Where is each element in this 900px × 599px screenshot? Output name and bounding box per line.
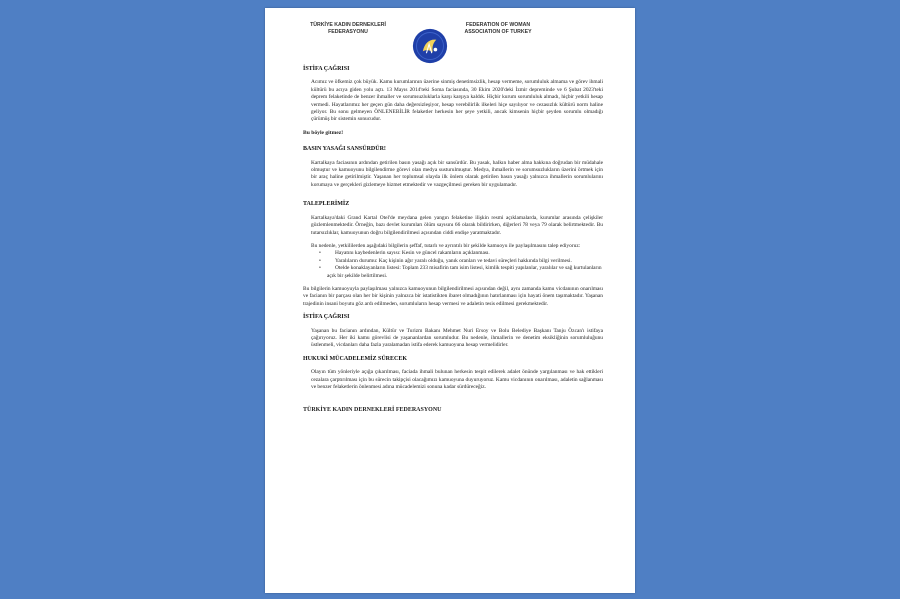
paragraph: Kartalkaya'daki Grand Kartal Otel'de meydana gelen yangın felaketine ilişkin resmi açıklamalarda, kurumlar arasında çelişkiler gözlemlenmektedir. Örneğin, bazı devlet kurumları ölüm sayısını 66 olarak bildirirken, diğerleri 78 veya 79 olarak belirtmektedir. Bu tutarsızlıklar, kamuoyunun doğru bilgilendirilmesi açısından ciddi endişe yaratmaktadır. (311, 214, 603, 236)
paragraph: Bu bilgilerin kamuoyuyla paylaşılması yalnızca kamuoyunun bilgilendirilmesi açısından değil, aynı zamanda kamu vicdanının onarılması ve facianın bir parçası olan her bir kişinin yalnızca bir istatistikten ibaret olmadığının hatırlanması için hayati önem taşımaktadır. Yaşanan trajedinin insani boyutu göz ardı edilmeden, sorumluların hesap vermesi ve adaletin tesis edilmesi gerekmektedir. (303, 285, 603, 307)
signature-organization: TÜRKİYE KADIN DERNEKLERİ FEDERASYONU (303, 407, 442, 414)
section-heading: TALEPLERİMİZ (303, 201, 350, 208)
org-name-english-line1: FEDERATION OF WOMAN (465, 22, 531, 28)
demand-list (311, 250, 603, 280)
org-name-english (453, 22, 543, 35)
slogan: Bu böyle gitmez! (303, 129, 344, 136)
document-body (303, 66, 603, 415)
section-heading: İSTİFA ÇAĞRISI (303, 66, 350, 72)
section-heading: İSTİFA ÇAĞRISI (303, 314, 350, 321)
paragraph: Yaşanan bu facianın ardından, Kültür ve Turizm Bakanı Mehmet Nuri Ersoy ve Bolu Belediye Başkanı Tanju Özcan'ı istifaya çağırıyoruz. Her iki kamu görevlisi de yaşananlardan sorumludur. Bu nedenle, ihmallerin ve denetim eksikliğinin sorumluluğunu üstlenmeli, vicdanları daha fazla yaralamadan istifa ederek kamuoyuna hesap vermelidirler. (311, 327, 603, 349)
document-page (265, 8, 635, 593)
section-heading: BASIN YASAĞI SANSÜRDÜR! (303, 146, 386, 153)
org-name-turkish-line1: TÜRKİYE KADIN DERNEKLERİ (310, 22, 386, 28)
org-name-english-line2: ASSOCIATION OF TURKEY (464, 28, 532, 35)
list-item: • Yaralıların durumu: Kaç kişinin ağır yaralı olduğu, yanık oranları ve tedavi süreçleri hakkında bilgi verilmesi. (327, 258, 603, 265)
paragraph: Kartalkaya faciasının ardından getirilen basın yasağı açık bir sansürdür. Bu yasak, halkın haber alma hakkına doğrudan bir müdahale olmuştur ve kamuoyunu bilgilendirme görevi olan medya susturulmuştur. Medya, ihmallerin ve sorumsuzlukların üzerini örtmek için bir araç haline getirilmiştir. Yaşanan her toplumsal olayda ilk önlem olarak getirilen basın yasağı yalnızca ihmallerin sorumlularını korumaya ve gerçekleri gizlemeye hizmet etmektedir ve vazgeçilmesi gereken bir uygulamadır. (311, 159, 603, 188)
paragraph: Acımız ve öfkemiz çok büyük. Kamu kurumlarının üzerine sinmiş denetimsizlik, hesap vermeme, sorumluluk almama ve görev ihmali kültürü bu acıya giden yolu açtı. 13 Mayıs 2014'teki Soma faciasında, 30 Ekim 2020'deki İzmir depreminde ve 6 Şubat 2023'teki deprem felaketinde de benzer ihmaller ve sorumsuzluklarla karşı karşıya kaldık. Hiçbir kurum sorumluluk almadı, hiçbir yetkili hesap vermedi. Hayatlarımız her geçen gün daha değersizleşiyor, hesap verebilirlik ilkeleri hiçe sayılıyor ve cezasızlık kültürü norm haline geliyor. Bu sonu gelmeyen ÖNLENEBİLİR felaketler herkesin her şeye yetkili, ancak kimsenin hiçbir şeyden sorumlu olmadığı çürümüş bir sistemin sonucudur. (311, 79, 603, 123)
paragraph: Olayın tüm yönleriyle açığa çıkarılması, faciada ihmali bulunan herkesin tespit edilerek adalet önünde yargılanması ve hak ettikleri cezalara çarptırılması için bu sürecin takipçisi olacağımızı kamuoyuna duyuruyoruz. Kamu vicdanının onarılması, adaletin sağlanması ve benzer felaketlerin önlenmesi adına mücadelemizi sonuna kadar sürdüreceğiz. (311, 369, 603, 390)
letterhead (265, 16, 635, 66)
section-heading: HUKUKİ MÜCADELEMİZ SÜRECEK (303, 355, 408, 362)
org-name-turkish (293, 22, 403, 35)
org-name-turkish-line2: FEDERASYONU (328, 28, 368, 35)
list-item: • Otelde konaklayanların listesi: Toplam 233 misafirin tam isim listesi, kimlik tespiti yapılanlar, yaralılar ve sağ kurtulanların açık bir şekilde belirtilmesi. (327, 265, 603, 280)
federation-logo-icon (412, 28, 448, 64)
paragraph: Bu nedenle, yetkililerden aşağıdaki bilgilerin şeffaf, tutarlı ve ayrıntılı bir şekilde kamuoyu ile paylaşılmasını talep ediyoruz: (311, 242, 581, 249)
list-item: • Hayatını kaybedenlerin sayısı: Kesin ve güncel rakamların açıklanması. (327, 250, 603, 257)
